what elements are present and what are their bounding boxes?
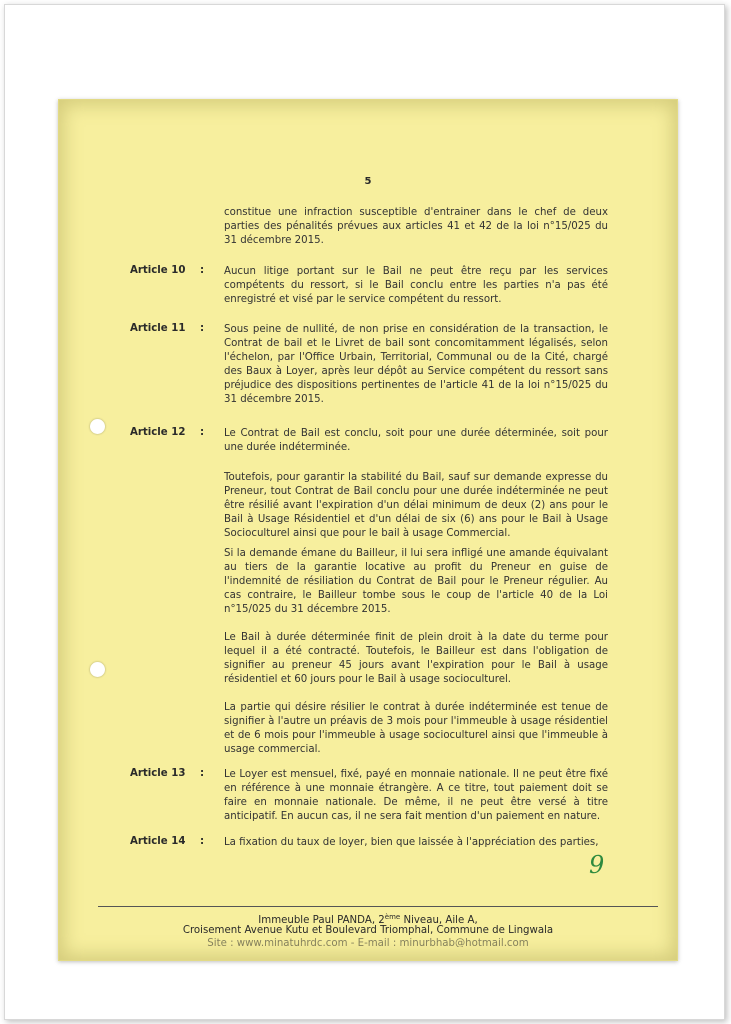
document-page bbox=[58, 99, 678, 961]
handwritten-initial: 9 bbox=[589, 851, 605, 879]
page-number: 5 bbox=[364, 176, 372, 187]
footer-address-line-2: Croisement Avenue Kutu et Boulevard Triomphal, Commune de Lingwala bbox=[182, 925, 554, 936]
intro-paragraph: constitue une infraction susceptible d'entrainer dans le chef de deux parties des pénalités prévues aux articles 41 et 42 de la loi n°15/025 du 31 décembre 2015. bbox=[224, 207, 608, 246]
article-11-text: Sous peine de nullité, de non prise en considération de la transaction, le Contrat de bail et le Livret de bail sont concomitamment légalisés, selon l'échelon, par l'Office Urbain, Territorial, Communal ou de la Cité, chargé des Baux à Loyer, après leur dépôt au Service compétent du ressort sans préjudice des dispositions pertinentes de l'article 41 de la loi n°15/025 du 31 décembre 2015. bbox=[224, 324, 608, 405]
footer-divider bbox=[98, 906, 658, 907]
article-11-label: Article 11 bbox=[130, 323, 186, 334]
article-12-paragraph-1: Le Contrat de Bail est conclu, soit pour une durée déterminée, soit pour une durée indéterminée. bbox=[224, 428, 608, 453]
article-14-colon: : bbox=[200, 836, 205, 847]
article-10-text: Aucun litige portant sur le Bail ne peut être reçu par les services compétents du ressort, si le Bail conclu entre les parties n'a pas été enregistré et visé par le service compétent du ressort. bbox=[224, 266, 608, 305]
article-13-label: Article 13 bbox=[130, 768, 186, 779]
article-12-label: Article 12 bbox=[130, 427, 186, 438]
article-10-colon: : bbox=[200, 265, 205, 276]
article-13-colon: : bbox=[200, 768, 205, 779]
article-12-paragraph-5: La partie qui désire résilier le contrat à durée indéterminée est tenue de signifier à l'autre un préavis de 3 mois pour l'immeuble à usage résidentiel et de 6 mois pour l'immeuble à usage socioculturel ainsi que l'immeuble à usage commercial. bbox=[224, 702, 608, 755]
article-12-paragraph-4: Le Bail à durée déterminée finit de plein droit à la date du terme pour lequel il a été contracté. Toutefois, le Bailleur est dans l'obligation de signifier au preneur 45 jours avant l'expiration pour le Bail à usage résidentiel et 60 jours pour le Bail à usage socioculturel. bbox=[224, 632, 608, 685]
footer-contact-line: Site : www.minatuhrdc.com - E-mail : minurbhab@hotmail.com bbox=[207, 938, 529, 947]
article-11-colon: : bbox=[200, 323, 205, 334]
article-13-text: Le Loyer est mensuel, fixé, payé en monnaie nationale. Il ne peut être fixé en référence à une monnaie étrangère. A ce titre, tout paiement doit se faire en monnaie nationale. De même, il ne peut être versé à titre anticipatif. En aucun cas, il ne sera fait mention d'un paiement en nature. bbox=[224, 769, 608, 822]
punch-hole-bottom bbox=[90, 662, 105, 677]
article-14-label: Article 14 bbox=[130, 836, 186, 847]
article-12-paragraph-2: Toutefois, pour garantir la stabilité du Bail, sauf sur demande expresse du Preneur, tout Contrat de Bail conclu pour une durée indéterminée ne peut être résilié avant l'expiration d'un délai minimum de deux (2) ans pour le Bail à Usage Résidentiel et d'un délai de six (6) ans pour le Bail à Usage Socioculturel ainsi que pour le bail à usage Commercial. bbox=[224, 472, 608, 539]
punch-hole-top bbox=[90, 419, 105, 434]
article-10-label: Article 10 bbox=[130, 265, 186, 276]
article-12-paragraph-3: Si la demande émane du Bailleur, il lui sera infligé une amande équivalant au tiers de la garantie locative au profit du Preneur en guise de l'indemnité de résiliation du Contrat de Bail pour le Preneur régulier. Au cas contraire, le Bailleur tombe sous le coup de l'article 40 de la Loi n°15/025 du 31 décembre 2015. bbox=[224, 548, 608, 615]
article-12-colon: : bbox=[200, 427, 205, 438]
footer-address-line-1: Immeuble Paul PANDA, 2ème Niveau, Aile A, bbox=[258, 913, 478, 926]
article-14-text: La fixation du taux de loyer, bien que laissée à l'appréciation des parties, bbox=[224, 837, 599, 848]
